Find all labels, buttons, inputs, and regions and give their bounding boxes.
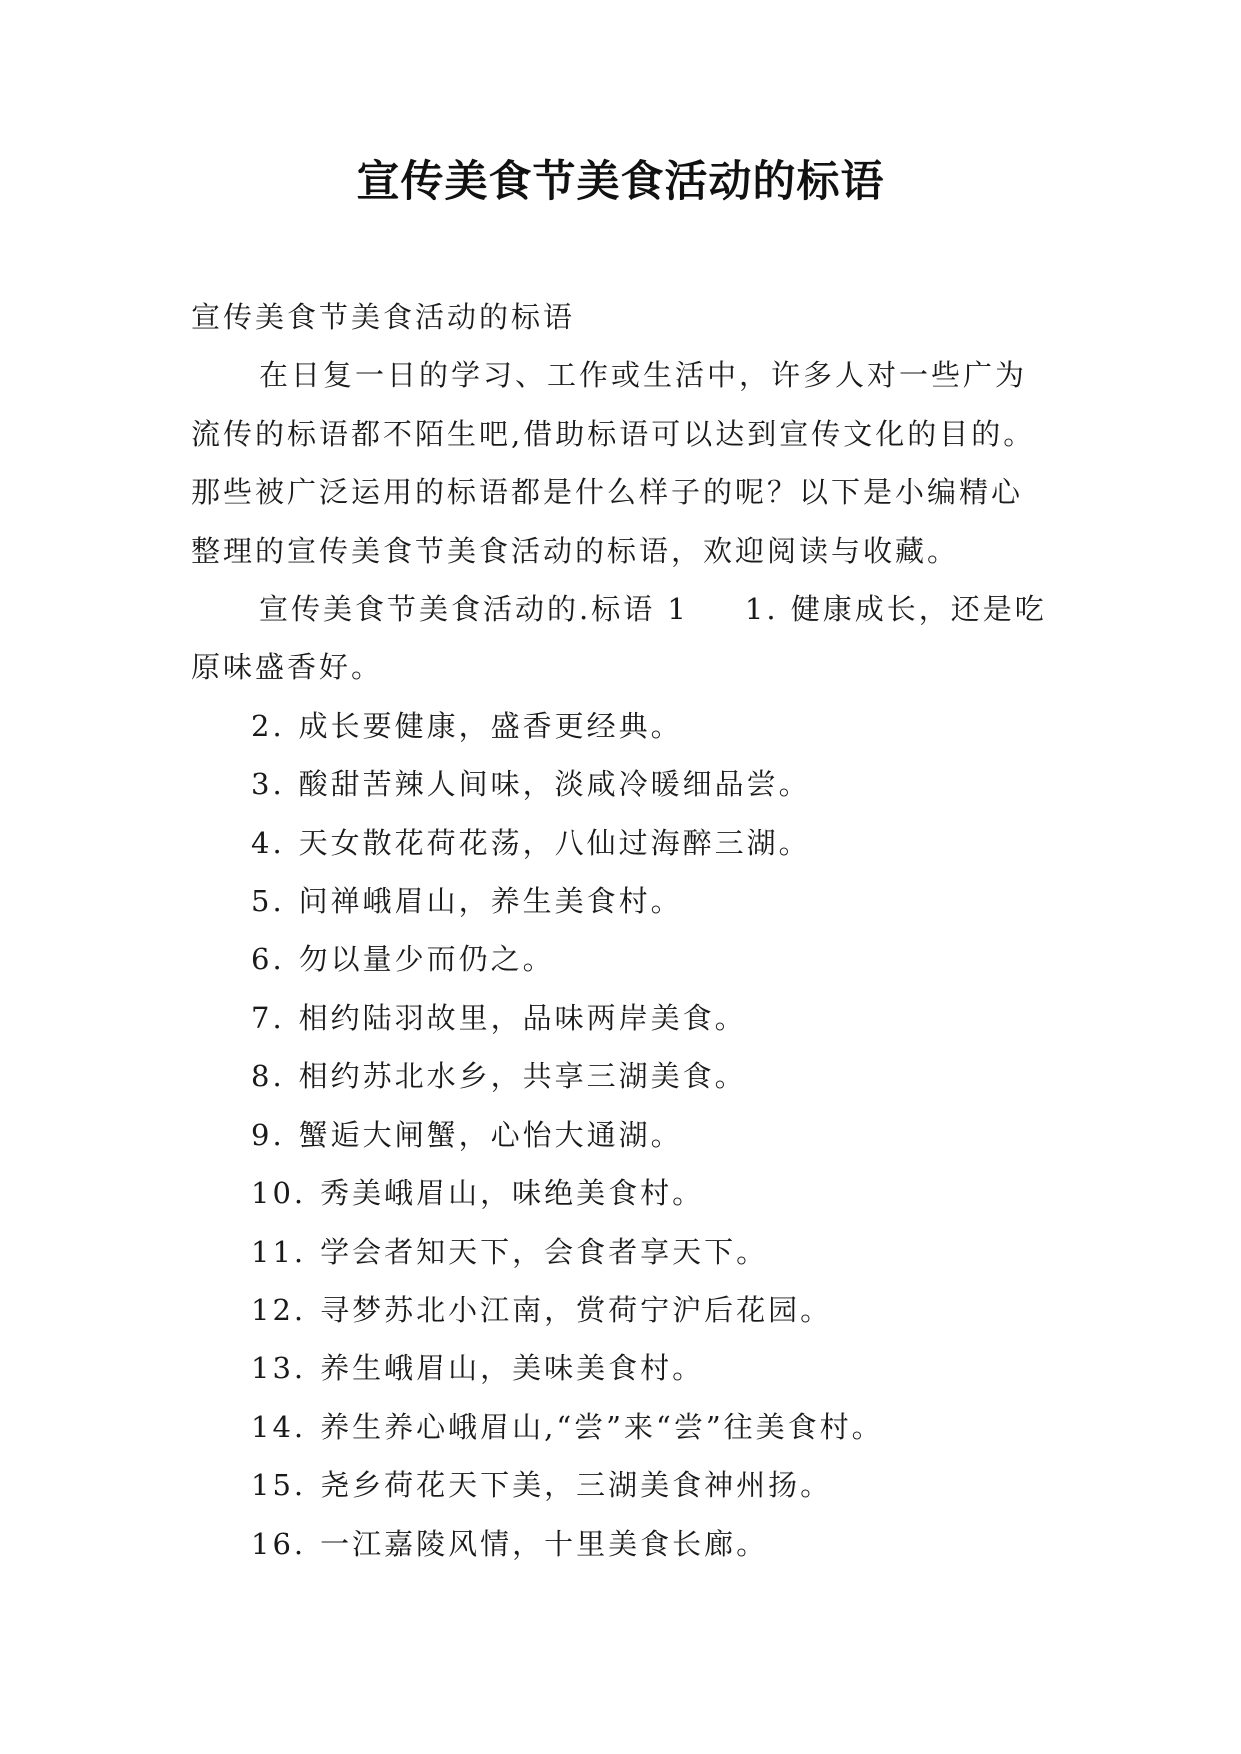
list-item-text: 学会者知天下，会食者享天下。	[320, 1234, 769, 1269]
list-item-text: 相约陆羽故里，品味两岸美食。	[298, 1000, 747, 1035]
list-item-number: 4.	[251, 825, 285, 860]
first-item-number: 1.	[744, 592, 779, 627]
list-item	[191, 1164, 1051, 1222]
list-item-number: 12.	[251, 1292, 307, 1327]
list-item	[191, 1339, 1051, 1397]
list-item	[191, 1281, 1051, 1339]
list-item-text: 酸甜苦辣人间味，淡咸冷暖细品尝。	[298, 767, 811, 802]
list-item	[191, 814, 1051, 872]
list-item	[191, 755, 1051, 813]
list-item	[191, 1047, 1051, 1105]
list-item-text: 问禅峨眉山，养生美食村。	[298, 884, 683, 919]
intro-paragraph: 在日复一日的学习、工作或生活中，许多人对一些广为流传的标语都不陌生吧,借助标语可以达到宣传文化的目的。那些被广泛运用的标语都是什么样子的呢？以下是小编精心整理的宣传美食节美食活动的标语，欢迎阅读与收藏。	[191, 358, 1036, 568]
document-title: 宣传美食节美食活动的标语	[356, 157, 885, 207]
slogan-list	[191, 697, 1051, 1573]
list-item-text: 一江嘉陵风情，十里美食长廊。	[320, 1526, 769, 1561]
list-item-number: 5.	[251, 884, 285, 919]
list-item-number: 14.	[251, 1409, 307, 1444]
list-item	[191, 989, 1051, 1047]
list-item-number: 2.	[251, 708, 285, 743]
list-item-number: 16.	[251, 1526, 307, 1561]
list-item-text: 蟹逅大闸蟹，心怡大通湖。	[298, 1117, 683, 1152]
list-item	[191, 1515, 1051, 1573]
list-item-number: 8.	[251, 1059, 285, 1094]
list-item	[191, 1456, 1051, 1514]
list-item-number: 13.	[251, 1351, 307, 1386]
list-item-text: 寻梦苏北小江南，赏荷宁沪后花园。	[320, 1292, 833, 1327]
list-item	[191, 1223, 1051, 1281]
list-item	[191, 1398, 1051, 1456]
list-item-text: 成长要健康，盛香更经典。	[298, 708, 683, 743]
section-paragraph	[191, 580, 1051, 697]
list-item-text: 相约苏北水乡，共享三湖美食。	[298, 1059, 747, 1094]
first-item-text: 健康成长，还是吃原味盛香好。	[191, 592, 1047, 685]
list-item-number: 9.	[251, 1117, 285, 1152]
section-heading: 宣传美食节美食活动的.标语 1	[259, 592, 689, 627]
list-item-number: 6.	[251, 942, 285, 977]
list-item-text: 尧乡荷花天下美，三湖美食神州扬。	[320, 1468, 833, 1503]
list-item-text: 天女散花荷花荡，八仙过海醉三湖。	[298, 825, 811, 860]
list-item-number: 11.	[251, 1234, 307, 1269]
list-item	[191, 697, 1051, 755]
list-item	[191, 872, 1051, 930]
list-item-number: 10.	[251, 1176, 307, 1211]
list-item-number: 3.	[251, 767, 285, 802]
list-item-number: 7.	[251, 1000, 285, 1035]
document-body	[191, 288, 1051, 1573]
list-item-text: 养生峨眉山，美味美食村。	[320, 1351, 705, 1386]
list-item-number: 15.	[251, 1468, 307, 1503]
list-item-text: 勿以量少而仍之。	[298, 942, 555, 977]
list-item	[191, 1106, 1051, 1164]
list-item	[191, 930, 1051, 988]
document-subtitle: 宣传美食节美食活动的标语	[191, 300, 576, 334]
list-item-text: 养生养心峨眉山,“尝”来“尝”往美食村。	[320, 1409, 884, 1444]
list-item-text: 秀美峨眉山，味绝美食村。	[320, 1176, 705, 1211]
